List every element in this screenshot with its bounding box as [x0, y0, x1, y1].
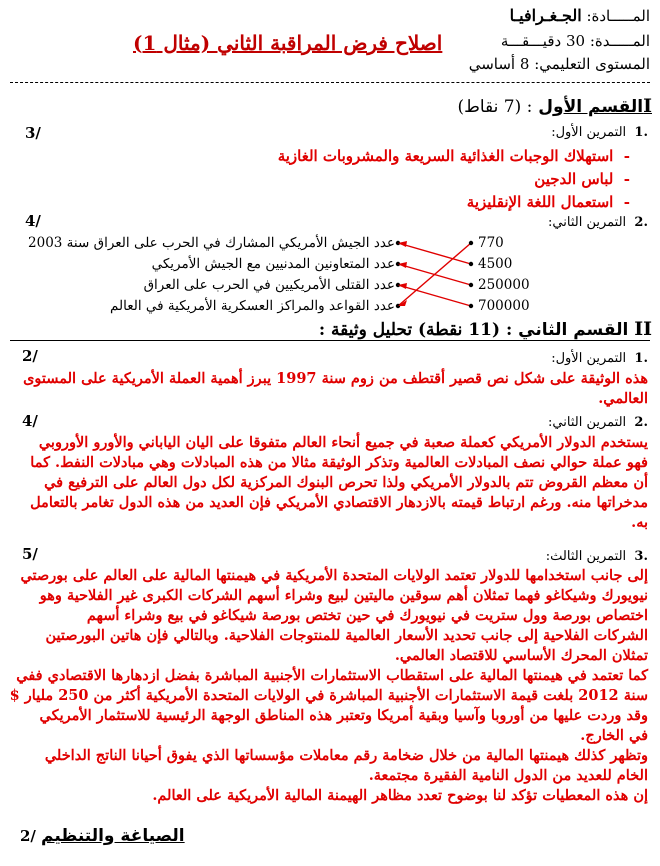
s2-ex1-num: .1: [634, 351, 648, 366]
section-2-rule: [10, 340, 650, 341]
arrowhead-2: [398, 241, 407, 247]
section-2-points: : (11 نقطة) تحليل وثيقة :: [318, 320, 513, 340]
match-line-2: [398, 243, 471, 264]
section-1-points: : (7 نقاط): [457, 97, 533, 117]
section-2-title: القسم الثاني: [518, 320, 629, 340]
section-1-roman: I: [643, 95, 652, 117]
s2-ex1-mark: 2/: [22, 347, 38, 365]
match-right-3: عدد القتلى الأمريكيين في الحرب على العراق: [143, 277, 395, 293]
section-1-heading: [352, 95, 652, 117]
section-2-roman: II: [634, 318, 652, 340]
s2-ex2-label: التمرين الثاني:: [548, 415, 627, 430]
match-dot-left-4: [469, 304, 473, 308]
match-dot-right-2: [396, 262, 400, 266]
s2-ex2-line-5: به.: [631, 514, 648, 531]
match-dot-left-1: [469, 241, 473, 245]
s2-ex3-line-5: تمثلان المحرك الأساسي للاقتصاد العالمي.: [394, 647, 648, 664]
s1-ex2-mark: 4/: [25, 212, 41, 230]
match-dot-left-3: [469, 283, 473, 287]
s2-ex2-line-1: يستخدم الدولار الأمريكي كعملة صعبة في جميع أنحاء العالم متفوقا على اليان الياباني والأورو الأوروبي: [38, 434, 648, 451]
subject-line: [450, 6, 650, 26]
match-right-4: عدد القواعد والمراكز العسكرية الأمريكية في العالم: [110, 298, 395, 314]
match-right-2: عدد المتعاونين المدنيين مع الجيش الأمريكي: [151, 256, 395, 272]
s1-ex2-num: .2: [634, 215, 648, 230]
header-divider: [10, 82, 650, 83]
s2-ex3-label: التمرين الثالث:: [545, 549, 627, 564]
s1-ex2-label: التمرين الثاني:: [548, 215, 627, 230]
s1-ex1-item-1: - استهلاك الوجبات الغذائية السريعة والمشروبات الغازية: [277, 147, 630, 165]
s2-ex3-line-8: وقد وردت عليها من أوروبا وآسيا وبقية أمريكا وتعتبر هذه المناطق الوجهة الرئيسية للاستثمار الأمريكي: [39, 707, 648, 724]
footer-line: [20, 826, 185, 846]
footer-label: الصياغة والتنظيم: [41, 826, 185, 846]
s2-ex1-label: التمرين الأول:: [551, 351, 627, 366]
arrowhead-1: [398, 300, 407, 306]
s2-ex3-line-6: كما تعتمد في هيمنتها المالية على استقطاب الاستثمارات الأجنبية المباشرة بفضل ازدهارها الاقتصادي ففي: [16, 667, 648, 684]
s2-ex3-line-12: إن هذه المعطيات تؤكد لنا بوضوح تعدد مظاهر الهيمنة المالية الأمريكية على العالم.: [152, 787, 648, 804]
match-line-1: [398, 243, 471, 306]
s2-ex2-mark: 4/: [22, 412, 38, 430]
match-dot-right-3: [396, 283, 400, 287]
section-1-title: القسم الأول: [538, 97, 644, 117]
match-left-1: 770: [478, 235, 504, 251]
match-left-4: 700000: [478, 298, 530, 314]
s2-ex3-line-3: اختصاص بورصة وول ستريت في نيويورك في حين تختص بورصة شيكاغو في بيع وشراء أسهم: [86, 607, 648, 624]
s1-ex1-label: التمرين الأول:: [551, 125, 627, 140]
s2-ex1-line-2: العالمي.: [598, 390, 648, 407]
page-title: اصلاح فرض المراقبة الثاني (مثال 1): [133, 31, 443, 55]
s2-ex3-line-1: إلى جانب استخدامها للدولار تعتمد الولايات المتحدة الأمريكية في هيمنتها المالية على العالم على بورصتي: [20, 567, 648, 584]
s2-ex1-heading: [348, 351, 648, 366]
match-line-3: [398, 264, 471, 285]
s1-ex1-mark: 3/: [25, 124, 41, 142]
subject-label: المـــــادة:: [586, 7, 650, 25]
s2-ex2-line-4: مدخراتها منه. ورغم ارتباط قيمته بالازدهار الاقتصادي الأمريكي فإن العديد من هذه الدول تغامر بالتعامل: [30, 494, 648, 511]
s2-ex3-line-11: الخام للعديد من الدول النامية الفقيرة مجتمعة.: [368, 767, 648, 784]
match-left-2: 4500: [478, 256, 513, 272]
s2-ex3-num: .3: [634, 549, 648, 564]
s2-ex3-line-7: سنة 2012 بلغت قيمة الاستثمارات الأجنبية المباشرة في الولايات المتحدة الأمريكية أكثر من 250 مليار $: [9, 687, 648, 704]
s2-ex2-num: .2: [634, 415, 648, 430]
match-left-3: 250000: [478, 277, 530, 293]
s2-ex2-heading: [348, 415, 648, 430]
s1-ex2-heading: [348, 215, 648, 230]
match-dot-right-1: [396, 241, 400, 245]
s2-ex3-line-9: في الخارج.: [580, 727, 648, 744]
section-2-heading: [232, 318, 652, 340]
match-right-1: عدد الجيش الأمريكي المشارك في الحرب على العراق سنة 2003: [28, 235, 395, 251]
subject-value: الجـغـرافيـا: [509, 6, 582, 25]
footer-mark: 2/: [20, 827, 36, 845]
s2-ex3-mark: 5/: [22, 545, 38, 563]
arrowhead-3: [398, 262, 407, 268]
arrowhead-4: [398, 283, 407, 289]
match-dot-left-2: [469, 262, 473, 266]
match-line-4: [398, 285, 471, 306]
s2-ex2-line-2: فهو عملة حوالي نصف المبادلات العالمية وتذكر الوثيقة مثالا من هذه المبادلات وهي مبادلات النفط. كما: [30, 454, 648, 471]
s2-ex1-line-1: هذه الوثيقة على شكل نص قصير أقتطف من زوم سنة 1997 يبرز أهمية العملة الأمريكية على المستوى: [23, 370, 648, 387]
s1-ex1-item-3: - استعمال اللغة الإنقليزية: [466, 193, 630, 211]
s2-ex3-line-2: نيويورك وشيكاغو فهما تمثلان أهم سوقين ماليتين لبيع وشراء أسهم الشركات الكبرى غير الفلاحية وهو: [39, 587, 648, 604]
level-line: المستوى التعليمي: 8 أساسي: [468, 55, 650, 73]
s1-ex1-item-2: - لباس الدجين: [534, 170, 630, 188]
s1-ex1-heading: [348, 125, 648, 140]
match-dot-right-4: [396, 304, 400, 308]
s1-ex1-num: .1: [634, 125, 648, 140]
duration-line: المـــــدة: 30 دقيـــقـــة: [500, 32, 650, 50]
s2-ex2-line-3: أن معظم القروض تتم بالدولار الأمريكي ولذا تحرص البنوك المركزية لكل دول العالم على الترفيع في: [44, 474, 648, 491]
s2-ex3-line-10: وتظهر كذلك هيمنتها المالية من خلال ضخامة رقم معاملات مؤسساتها الذي يفوق أحيانا الناتج الداخلي: [44, 747, 648, 764]
s2-ex3-line-4: الشركات الفلاحية إلى جانب تحديد الأسعار العالمية للمنتوجات الفلاحية. وبالتالي فإن هاتين البورصتين: [45, 627, 648, 644]
s2-ex3-heading: [348, 549, 648, 564]
